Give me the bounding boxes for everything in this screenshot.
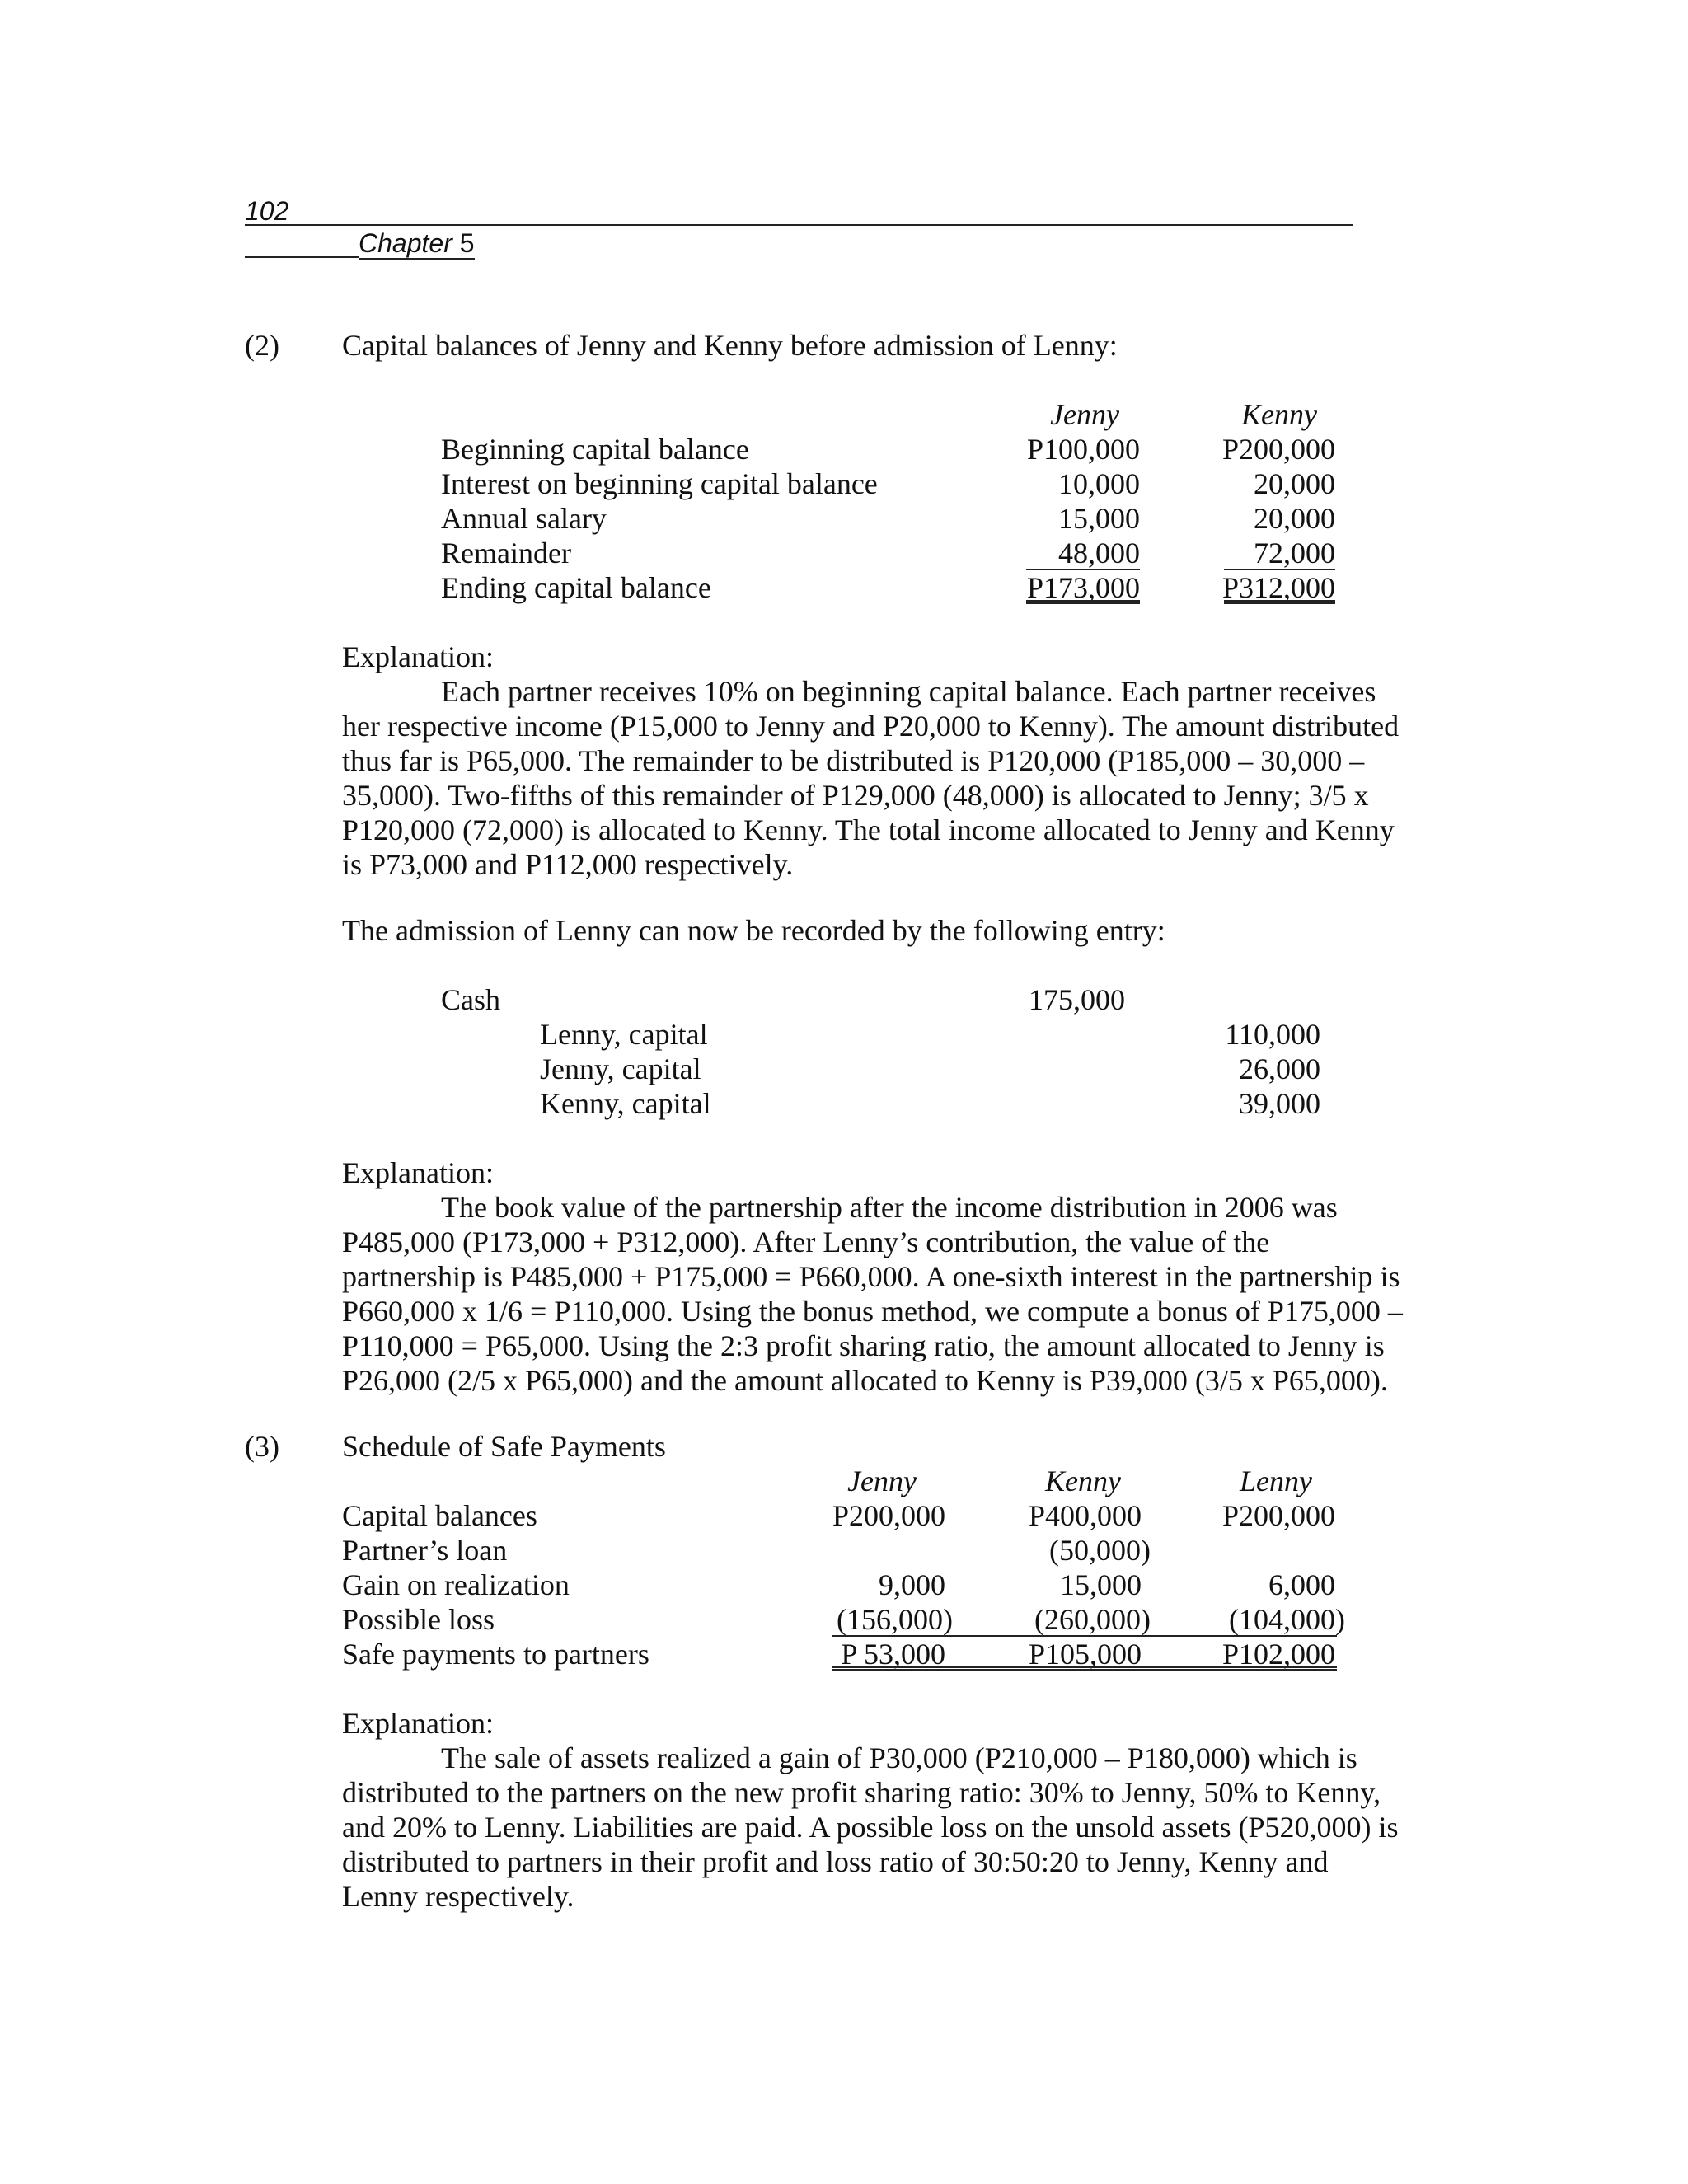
row-label: Ending capital balance bbox=[441, 571, 711, 604]
row-label: Gain on realization bbox=[342, 1568, 570, 1601]
lenny-value: P200,000 bbox=[1221, 1499, 1335, 1532]
kenny-value: P312,000 bbox=[1221, 571, 1335, 604]
chapter-number: 5 bbox=[459, 228, 475, 258]
explanation-line: Lenny respectively. bbox=[342, 1880, 574, 1913]
jenny-value: P 53,000 bbox=[841, 1638, 945, 1671]
total-rule-jenny bbox=[1026, 600, 1140, 604]
row-label: Interest on beginning capital balance bbox=[441, 467, 878, 500]
kenny-value: (50,000) bbox=[1049, 1534, 1151, 1567]
explanation-line: her respective income (P15,000 to Jenny and P20,000 to Kenny). The amount distributed bbox=[342, 710, 1400, 743]
explanation-line: The sale of assets realized a gain of P30,000 (P210,000 – P180,000) which is bbox=[441, 1741, 1357, 1774]
explanation-line: thus far is P65,000. The remainder to be distributed is P120,000 (P185,000 – 30,000 – bbox=[342, 744, 1365, 777]
col-header-jenny: Jenny bbox=[1050, 398, 1119, 431]
explanation-line: 35,000). Two-fifths of this remainder of P129,000 (48,000) is allocated to Jenny; 3/5 x bbox=[342, 779, 1369, 812]
section2-title: Capital balances of Jenny and Kenny before admission of Lenny: bbox=[342, 329, 1118, 362]
col-header-lenny: Lenny bbox=[1240, 1465, 1312, 1497]
kenny-value: 20,000 bbox=[1254, 467, 1335, 500]
credit-amount: 26,000 bbox=[1239, 1052, 1320, 1085]
total-rule bbox=[832, 1666, 1337, 1671]
lenny-value: P102,000 bbox=[1221, 1638, 1335, 1671]
jenny-value: P200,000 bbox=[832, 1499, 945, 1532]
section2-number: (2) bbox=[245, 329, 279, 362]
row-label: Possible loss bbox=[342, 1603, 495, 1636]
section3-title: Schedule of Safe Payments bbox=[342, 1430, 666, 1463]
kenny-value: P105,000 bbox=[1028, 1638, 1142, 1671]
explanation-line: is P73,000 and P112,000 respectively. bbox=[342, 848, 794, 881]
credit-account: Lenny, capital bbox=[540, 1018, 708, 1051]
kenny-value: 20,000 bbox=[1254, 502, 1335, 535]
credit-account: Jenny, capital bbox=[540, 1052, 701, 1085]
row-label: Remainder bbox=[441, 537, 571, 569]
explanation-line: P120,000 (72,000) is allocated to Kenny. The total income allocated to Jenny and Kenny bbox=[342, 813, 1395, 846]
kenny-value: P400,000 bbox=[1028, 1499, 1142, 1532]
jenny-value: 15,000 bbox=[1058, 502, 1140, 535]
jenny-value: P173,000 bbox=[1026, 571, 1140, 604]
explanation-label: Explanation: bbox=[342, 640, 494, 673]
col-header-kenny: Kenny bbox=[1241, 398, 1317, 431]
row-label: Safe payments to partners bbox=[342, 1638, 649, 1671]
explanation-line: distributed to partners in their profit and loss ratio of 30:50:20 to Jenny, Kenny and bbox=[342, 1845, 1329, 1878]
credit-account: Kenny, capital bbox=[540, 1087, 711, 1120]
section3-number: (3) bbox=[245, 1430, 279, 1463]
jenny-value: 10,000 bbox=[1058, 467, 1140, 500]
explanation-line: distributed to the partners on the new profit sharing ratio: 30% to Jenny, 50% to Kenny, bbox=[342, 1776, 1381, 1809]
explanation-line: Each partner receives 10% on beginning capital balance. Each partner receives bbox=[441, 675, 1376, 708]
debit-amount: 175,000 bbox=[1029, 983, 1125, 1016]
explanation-line: P485,000 (P173,000 + P312,000). After Lenny’s contribution, the value of the bbox=[342, 1226, 1270, 1258]
col-header-jenny: Jenny bbox=[847, 1465, 917, 1497]
explanation-line: partnership is P485,000 + P175,000 = P660,000. A one-sixth interest in the partnership is bbox=[342, 1260, 1400, 1293]
jenny-value: (156,000) bbox=[837, 1603, 953, 1636]
explanation-line: and 20% to Lenny. Liabilities are paid. A possible loss on the unsold assets (P520,000) is bbox=[342, 1811, 1399, 1844]
explanation2-label: Explanation: bbox=[342, 1156, 494, 1189]
kenny-value: P200,000 bbox=[1221, 433, 1335, 466]
kenny-value: 72,000 bbox=[1254, 537, 1335, 569]
col-header-kenny: Kenny bbox=[1045, 1465, 1121, 1497]
credit-amount: 39,000 bbox=[1239, 1087, 1320, 1120]
debit-account: Cash bbox=[441, 983, 500, 1016]
explanation3-label: Explanation: bbox=[342, 1707, 494, 1740]
row-label: Annual salary bbox=[441, 502, 607, 535]
total-rule-kenny bbox=[1224, 600, 1335, 604]
lenny-value: 6,000 bbox=[1268, 1568, 1335, 1601]
page-number: 102 bbox=[245, 196, 289, 226]
chapter-label: Chapter bbox=[359, 228, 452, 258]
kenny-value: 15,000 bbox=[1060, 1568, 1142, 1601]
row-label: Capital balances bbox=[342, 1499, 537, 1532]
header-rule bbox=[245, 224, 1353, 226]
explanation-line: The book value of the partnership after the income distribution in 2006 was bbox=[441, 1191, 1338, 1224]
explanation3-paragraph bbox=[342, 1741, 1512, 1914]
lenny-value: (104,000) bbox=[1229, 1603, 1345, 1636]
chapter-heading bbox=[245, 228, 475, 258]
explanation-line: P110,000 = P65,000. Using the 2:3 profit sharing ratio, the amount allocated to Jenny is bbox=[342, 1329, 1385, 1362]
kenny-value: (260,000) bbox=[1034, 1603, 1151, 1636]
row-label: Beginning capital balance bbox=[441, 433, 749, 466]
credit-amount: 110,000 bbox=[1225, 1018, 1320, 1051]
entry-intro: The admission of Lenny can now be recorded by the following entry: bbox=[342, 914, 1165, 947]
jenny-value: 48,000 bbox=[1058, 537, 1140, 569]
jenny-value: P100,000 bbox=[1026, 433, 1140, 466]
explanation2-paragraph bbox=[342, 1190, 1512, 1398]
jenny-value: 9,000 bbox=[879, 1568, 945, 1601]
explanation-line: P660,000 x 1/6 = P110,000. Using the bonus method, we compute a bonus of P175,000 – bbox=[342, 1295, 1403, 1328]
row-label: Partner’s loan bbox=[342, 1534, 508, 1567]
explanation-paragraph bbox=[342, 674, 1512, 882]
explanation-line: P26,000 (2/5 x P65,000) and the amount allocated to Kenny is P39,000 (3/5 x P65,000). bbox=[342, 1364, 1388, 1397]
